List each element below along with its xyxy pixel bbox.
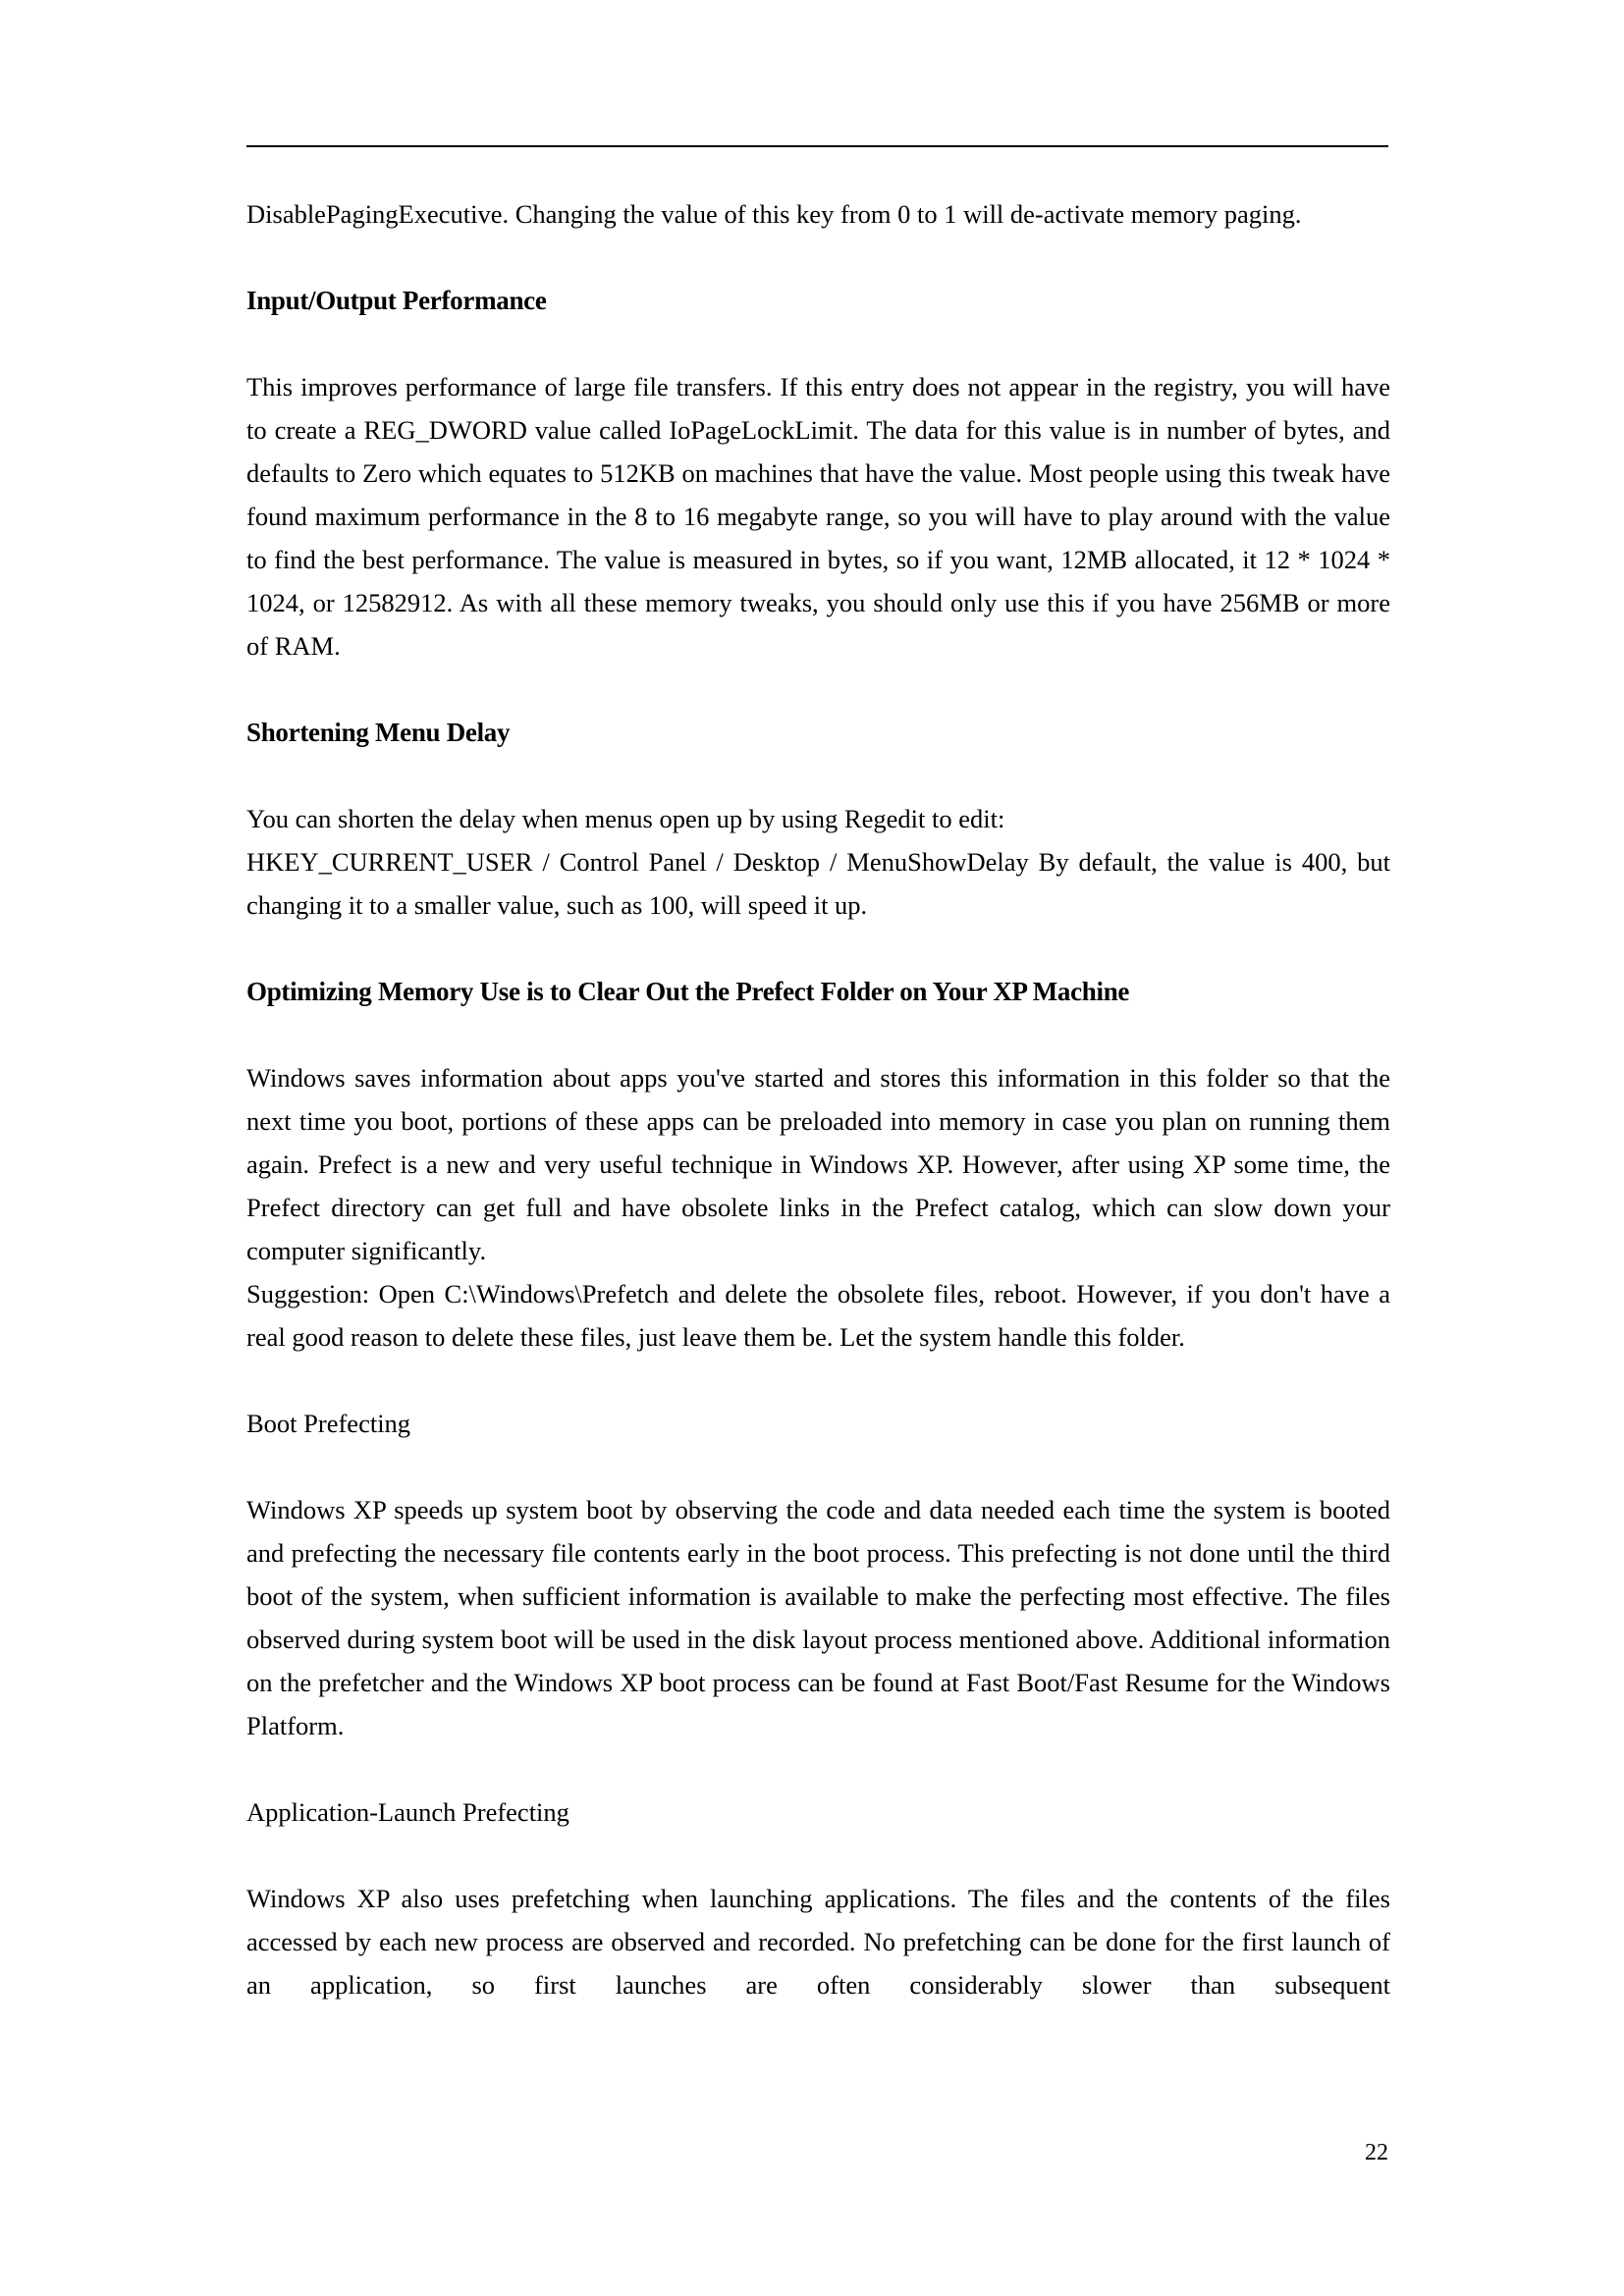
paragraph-io-performance: This improves performance of large file transfers. If this entry does not appear in the registry, you will have to create a REG_DWORD value called IoPageLockLimit. The data for this value is in number of bytes, and defaults to Zero which equates to 512KB on machines that have the value. Most people using this tweak have found maximum performance in the 8 to 16 megabyte range, so you will have to play around with the value to find the best performance. The value is measured in bytes, so if you want, 12MB allocated, it 12 * 1024 * 1024, or 12582912. As with all these memory tweaks, you should only use this if you have 256MB or more of RAM.: [246, 372, 1390, 661]
paragraph-boot-prefecting: Windows XP speeds up system boot by observing the code and data needed each time the system is booted and prefecting the necessary file contents early in the boot process. This prefecting is not done until the third boot of the system, when sufficient information is available to make the perfecting most effective. The files observed during system boot will be used in the disk layout process mentioned above. Additional information on the prefetcher and the Windows XP boot process can be found at Fast Boot/Fast Resume for the Windows Platform.: [246, 1495, 1390, 1740]
paragraph-menu-delay-key: HKEY_CURRENT_USER / Control Panel / Desktop / MenuShowDelay By default, the value is 400, but changing it to a smaller value, such as 100, will speed it up.: [246, 847, 1390, 920]
paragraph-prefect-intro: Windows saves information about apps you've started and stores this information in this folder so that the next time you boot, portions of these apps can be preloaded into memory in case you plan on running them again. Prefect is a new and very useful technique in Windows XP. However, after using XP some time, the Prefect directory can get full and have obsolete links in the Prefect catalog, which can slow down your computer significantly.: [246, 1063, 1390, 1265]
subheading-app-launch-prefecting: Application-Launch Prefecting: [246, 1797, 569, 1827]
paragraph-menu-delay-intro: You can shorten the delay when menus open up by using Regedit to edit:: [246, 804, 1005, 833]
header-rule: [246, 145, 1388, 147]
heading-menu-delay: Shortening Menu Delay: [246, 718, 511, 747]
subheading-boot-prefecting: Boot Prefecting: [246, 1409, 411, 1438]
heading-prefect-folder: Optimizing Memory Use is to Clear Out the Prefect Folder on Your XP Machine: [246, 977, 1130, 1006]
paragraph-suggestion: Suggestion: Open C:\Windows\Prefetch and delete the obsolete files, reboot. However, if you don't have a real good reason to delete these files, just leave them be. Let the system handle this folder.: [246, 1279, 1390, 1352]
heading-io-performance: Input/Output Performance: [246, 286, 547, 315]
page-number: 22: [1365, 2140, 1388, 2165]
page-content: [246, 192, 1390, 2006]
paragraph-app-launch-prefecting: Windows XP also uses prefetching when launching applications. The files and the contents of the files accessed by each new process are observed and recorded. No prefetching can be done for the first launch of an application, so first launches are often considerably slower than subsequent: [246, 1884, 1390, 2000]
paragraph-disable-paging: DisablePagingExecutive. Changing the value of this key from 0 to 1 will de-activate memory paging.: [246, 199, 1302, 229]
